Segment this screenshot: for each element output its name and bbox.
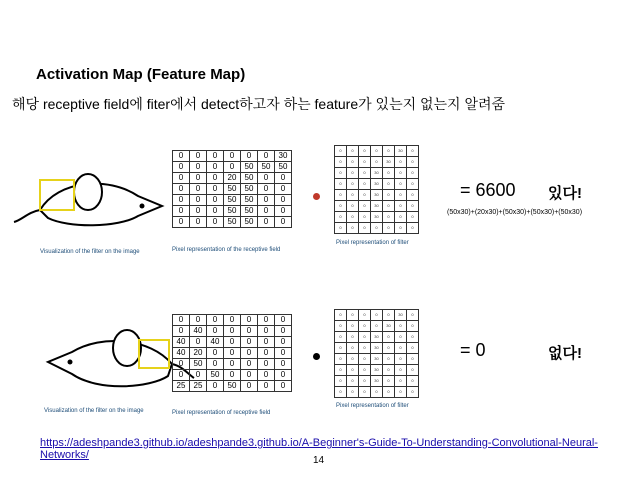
- grid-cell: 0: [347, 212, 359, 223]
- caption-image-2: Visualization of the filter on the image: [44, 408, 144, 414]
- grid-row: [335, 179, 419, 190]
- grid-cell: 0: [241, 315, 258, 326]
- grid-cell: 0: [275, 337, 292, 348]
- grid-row: [173, 359, 292, 370]
- grid-cell: 0: [383, 212, 395, 223]
- grid-row: [173, 326, 292, 337]
- grid-cell: 0: [335, 212, 347, 223]
- grid-cell: 0: [335, 365, 347, 376]
- grid-cell: 0: [224, 348, 241, 359]
- grid-cell: 50: [190, 359, 207, 370]
- grid-row: [335, 223, 419, 234]
- grid-cell: 0: [275, 326, 292, 337]
- grid-cell: 40: [207, 337, 224, 348]
- grid-cell: 0: [224, 315, 241, 326]
- grid-cell: 30: [371, 179, 383, 190]
- grid-cell: 0: [335, 146, 347, 157]
- grid-cell: 0: [359, 321, 371, 332]
- grid-cell: 0: [258, 370, 275, 381]
- grid-cell: 30: [371, 343, 383, 354]
- grid-cell: 30: [383, 321, 395, 332]
- grid-cell: 30: [371, 201, 383, 212]
- grid-cell: 0: [173, 326, 190, 337]
- result-value-1: = 6600: [460, 180, 516, 200]
- grid-cell: 0: [395, 190, 407, 201]
- grid-row: [173, 195, 292, 206]
- grid-row: [335, 321, 419, 332]
- grid-cell: 0: [383, 376, 395, 387]
- grid-row: [173, 217, 292, 228]
- mouse-illustration-1: [38, 162, 168, 242]
- grid-cell: 30: [371, 190, 383, 201]
- grid-cell: 0: [190, 206, 207, 217]
- grid-cell: 0: [347, 157, 359, 168]
- grid-cell: 0: [347, 190, 359, 201]
- grid-cell: 25: [173, 381, 190, 392]
- grid-cell: 0: [359, 201, 371, 212]
- grid-cell: 0: [359, 365, 371, 376]
- grid-cell: 30: [395, 310, 407, 321]
- grid-cell: 0: [359, 343, 371, 354]
- grid-cell: 0: [347, 223, 359, 234]
- grid-cell: 0: [347, 354, 359, 365]
- grid-cell: 0: [190, 184, 207, 195]
- grid-cell: 0: [275, 370, 292, 381]
- caption-pixel-1: Pixel representation of the receptive field: [172, 247, 281, 253]
- receptive-field-grid-1: [172, 150, 292, 228]
- filter-grid-1: [334, 145, 419, 234]
- grid-cell: 0: [383, 354, 395, 365]
- grid-cell: 0: [275, 206, 292, 217]
- grid-cell: 0: [241, 359, 258, 370]
- result-value-2: = 0: [460, 340, 486, 360]
- grid-cell: 0: [371, 321, 383, 332]
- grid-cell: 0: [395, 365, 407, 376]
- grid-cell: 0: [190, 217, 207, 228]
- grid-cell: 0: [190, 151, 207, 162]
- grid-cell: 0: [407, 190, 419, 201]
- grid-row: [173, 151, 292, 162]
- grid-cell: 0: [207, 195, 224, 206]
- grid-cell: 0: [241, 348, 258, 359]
- grid-cell: 0: [190, 195, 207, 206]
- grid-cell: 0: [224, 326, 241, 337]
- grid-cell: 0: [173, 195, 190, 206]
- grid-cell: 0: [258, 348, 275, 359]
- grid-cell: 0: [335, 376, 347, 387]
- grid-cell: 0: [173, 315, 190, 326]
- caption-filter-1: Pixel representation of filter: [336, 240, 409, 246]
- grid-cell: 0: [173, 173, 190, 184]
- grid-cell: 0: [335, 157, 347, 168]
- grid-cell: 0: [241, 151, 258, 162]
- grid-cell: 0: [190, 315, 207, 326]
- grid-cell: 0: [207, 206, 224, 217]
- grid-cell: 0: [258, 206, 275, 217]
- grid-row: [335, 365, 419, 376]
- dot-operator-2: [313, 353, 320, 360]
- grid-cell: 50: [275, 162, 292, 173]
- grid-cell: 0: [207, 184, 224, 195]
- grid-cell: 20: [224, 173, 241, 184]
- grid-cell: 0: [173, 162, 190, 173]
- grid-row: [335, 212, 419, 223]
- grid-cell: 0: [258, 315, 275, 326]
- grid-cell: 0: [347, 201, 359, 212]
- caption-image-1: Visualization of the filter on the image: [40, 249, 140, 255]
- grid-cell: 0: [407, 179, 419, 190]
- grid-row: [173, 206, 292, 217]
- grid-cell: 0: [224, 370, 241, 381]
- grid-cell: 0: [258, 326, 275, 337]
- grid-cell: 0: [407, 343, 419, 354]
- grid-cell: 0: [190, 370, 207, 381]
- grid-cell: 0: [407, 321, 419, 332]
- grid-cell: 50: [258, 162, 275, 173]
- grid-cell: 0: [383, 201, 395, 212]
- grid-cell: 0: [383, 190, 395, 201]
- grid-cell: 0: [407, 168, 419, 179]
- grid-cell: 0: [190, 162, 207, 173]
- grid-cell: 50: [241, 195, 258, 206]
- grid-cell: 0: [347, 310, 359, 321]
- grid-cell: 50: [224, 195, 241, 206]
- grid-cell: 0: [275, 217, 292, 228]
- grid-cell: 0: [371, 157, 383, 168]
- grid-cell: 0: [407, 146, 419, 157]
- grid-cell: 0: [407, 365, 419, 376]
- grid-cell: 50: [241, 173, 258, 184]
- grid-row: [335, 310, 419, 321]
- grid-cell: 0: [407, 387, 419, 398]
- grid-row: [335, 190, 419, 201]
- grid-cell: 0: [258, 381, 275, 392]
- grid-cell: 0: [347, 168, 359, 179]
- grid-cell: 0: [190, 173, 207, 184]
- grid-cell: 0: [258, 173, 275, 184]
- grid-cell: 40: [173, 348, 190, 359]
- grid-cell: 0: [347, 343, 359, 354]
- grid-cell: 0: [275, 348, 292, 359]
- grid-row: [173, 184, 292, 195]
- grid-cell: 0: [371, 146, 383, 157]
- grid-cell: 50: [241, 184, 258, 195]
- grid-cell: 0: [207, 359, 224, 370]
- grid-cell: 0: [383, 146, 395, 157]
- grid-cell: 0: [395, 343, 407, 354]
- caption-pixel-2: Pixel representation of receptive field: [172, 410, 271, 416]
- grid-cell: 0: [395, 201, 407, 212]
- grid-cell: 0: [258, 195, 275, 206]
- grid-cell: 0: [371, 223, 383, 234]
- grid-cell: 0: [395, 387, 407, 398]
- grid-cell: 0: [359, 223, 371, 234]
- grid-cell: 0: [173, 217, 190, 228]
- grid-cell: 0: [275, 315, 292, 326]
- grid-cell: 0: [359, 179, 371, 190]
- grid-cell: 0: [335, 321, 347, 332]
- grid-cell: 0: [395, 157, 407, 168]
- grid-cell: 50: [241, 217, 258, 228]
- mouse-illustration-2: [42, 326, 182, 406]
- page-number: 14: [313, 455, 325, 466]
- grid-row: [173, 381, 292, 392]
- grid-cell: 0: [383, 332, 395, 343]
- exclaim-label-2: 없다!: [548, 345, 582, 362]
- grid-cell: 0: [347, 146, 359, 157]
- grid-row: [335, 146, 419, 157]
- grid-cell: 30: [371, 168, 383, 179]
- grid-cell: 30: [371, 354, 383, 365]
- grid-cell: 0: [407, 157, 419, 168]
- grid-cell: 0: [207, 326, 224, 337]
- grid-cell: 0: [224, 337, 241, 348]
- grid-cell: 0: [224, 162, 241, 173]
- grid-cell: 50: [241, 206, 258, 217]
- grid-cell: 0: [224, 151, 241, 162]
- grid-cell: 30: [371, 376, 383, 387]
- grid-cell: 0: [359, 190, 371, 201]
- grid-cell: 0: [207, 315, 224, 326]
- grid-cell: 0: [407, 223, 419, 234]
- grid-row: [335, 354, 419, 365]
- grid-row: [173, 315, 292, 326]
- grid-cell: 0: [383, 310, 395, 321]
- grid-cell: 0: [395, 179, 407, 190]
- grid-cell: 0: [407, 310, 419, 321]
- grid-cell: 0: [335, 354, 347, 365]
- grid-cell: 0: [347, 376, 359, 387]
- grid-cell: 0: [335, 168, 347, 179]
- grid-cell: 0: [173, 184, 190, 195]
- grid-cell: 0: [207, 348, 224, 359]
- grid-cell: 0: [207, 381, 224, 392]
- grid-cell: 0: [258, 184, 275, 195]
- grid-cell: 0: [335, 223, 347, 234]
- grid-cell: 0: [347, 387, 359, 398]
- grid-cell: 0: [258, 337, 275, 348]
- grid-cell: 0: [275, 381, 292, 392]
- grid-cell: 0: [395, 212, 407, 223]
- grid-cell: 50: [224, 206, 241, 217]
- grid-cell: 30: [371, 365, 383, 376]
- grid-cell: 0: [359, 310, 371, 321]
- grid-row: [173, 348, 292, 359]
- grid-cell: 20: [190, 348, 207, 359]
- grid-cell: 0: [335, 179, 347, 190]
- slide-subtitle: 해당 receptive field에 fiter에서 detect하고자 하는 feature가 있는지 없는지 알려줌: [12, 96, 506, 112]
- source-link[interactable]: https://adeshpande3.github.io/adeshpande3.github.io/A-Beginner's-Guide-To-Understanding-Convolutional-Neural-Networks/: [40, 437, 598, 461]
- grid-cell: 0: [359, 212, 371, 223]
- grid-cell: 50: [241, 162, 258, 173]
- grid-cell: 0: [407, 354, 419, 365]
- grid-row: [335, 376, 419, 387]
- grid-cell: 0: [241, 381, 258, 392]
- grid-cell: 0: [241, 370, 258, 381]
- grid-cell: 0: [258, 151, 275, 162]
- filter-grid-2: [334, 309, 419, 398]
- grid-cell: 0: [173, 359, 190, 370]
- grid-cell: 0: [407, 332, 419, 343]
- grid-cell: 0: [395, 332, 407, 343]
- grid-cell: 0: [241, 326, 258, 337]
- grid-cell: 0: [359, 354, 371, 365]
- grid-row: [335, 168, 419, 179]
- grid-cell: 0: [173, 206, 190, 217]
- grid-cell: 0: [383, 223, 395, 234]
- grid-row: [173, 370, 292, 381]
- grid-cell: 0: [275, 195, 292, 206]
- caption-filter-2: Pixel representation of filter: [336, 403, 409, 409]
- grid-row: [335, 332, 419, 343]
- grid-cell: 0: [335, 387, 347, 398]
- grid-cell: 0: [258, 217, 275, 228]
- grid-cell: 0: [347, 179, 359, 190]
- grid-cell: 0: [359, 387, 371, 398]
- grid-cell: 50: [207, 370, 224, 381]
- grid-row: [335, 201, 419, 212]
- grid-cell: 0: [359, 376, 371, 387]
- grid-cell: 0: [347, 332, 359, 343]
- grid-cell: 30: [371, 212, 383, 223]
- grid-cell: 0: [173, 151, 190, 162]
- grid-cell: 40: [173, 337, 190, 348]
- grid-cell: 0: [383, 179, 395, 190]
- grid-cell: 30: [383, 157, 395, 168]
- grid-cell: 0: [383, 365, 395, 376]
- grid-row: [173, 337, 292, 348]
- grid-cell: 0: [207, 151, 224, 162]
- grid-cell: 0: [258, 359, 275, 370]
- grid-row: [335, 343, 419, 354]
- grid-cell: 0: [335, 201, 347, 212]
- grid-cell: 0: [371, 310, 383, 321]
- grid-cell: 50: [224, 184, 241, 195]
- grid-cell: 0: [207, 162, 224, 173]
- formula-text-1: (50x30)+(20x30)+(50x30)+(50x30)+(50x30): [447, 209, 583, 216]
- grid-cell: 0: [383, 387, 395, 398]
- receptive-field-grid-2: [172, 314, 292, 392]
- grid-cell: 0: [359, 157, 371, 168]
- grid-cell: 0: [207, 217, 224, 228]
- grid-cell: 0: [190, 337, 207, 348]
- grid-cell: 0: [395, 376, 407, 387]
- grid-cell: 0: [347, 365, 359, 376]
- grid-cell: 0: [395, 168, 407, 179]
- grid-cell: 30: [275, 151, 292, 162]
- grid-cell: 0: [359, 332, 371, 343]
- slide-title: Activation Map (Feature Map): [36, 66, 246, 83]
- grid-cell: 0: [224, 359, 241, 370]
- grid-cell: 0: [383, 343, 395, 354]
- grid-cell: 0: [335, 190, 347, 201]
- grid-cell: 0: [407, 212, 419, 223]
- grid-cell: 0: [359, 146, 371, 157]
- grid-cell: 0: [371, 387, 383, 398]
- exclaim-label-1: 있다!: [548, 185, 582, 202]
- grid-cell: 0: [395, 321, 407, 332]
- grid-cell: 0: [275, 359, 292, 370]
- grid-cell: 0: [275, 184, 292, 195]
- grid-cell: 0: [173, 370, 190, 381]
- grid-cell: 0: [347, 321, 359, 332]
- grid-cell: 0: [335, 343, 347, 354]
- grid-cell: 0: [241, 337, 258, 348]
- dot-operator-1: [313, 193, 320, 200]
- grid-row: [173, 162, 292, 173]
- grid-cell: 0: [335, 332, 347, 343]
- grid-cell: 0: [395, 354, 407, 365]
- grid-cell: 0: [383, 168, 395, 179]
- grid-cell: 30: [371, 332, 383, 343]
- grid-cell: 30: [395, 146, 407, 157]
- grid-cell: 0: [207, 173, 224, 184]
- grid-cell: 0: [407, 201, 419, 212]
- grid-cell: 0: [335, 310, 347, 321]
- grid-cell: 50: [224, 381, 241, 392]
- grid-row: [335, 157, 419, 168]
- grid-cell: 25: [190, 381, 207, 392]
- grid-cell: 0: [275, 173, 292, 184]
- grid-cell: 0: [359, 168, 371, 179]
- grid-cell: 0: [407, 376, 419, 387]
- grid-cell: 40: [190, 326, 207, 337]
- grid-cell: 0: [395, 223, 407, 234]
- grid-row: [335, 387, 419, 398]
- grid-row: [173, 173, 292, 184]
- grid-cell: 50: [224, 217, 241, 228]
